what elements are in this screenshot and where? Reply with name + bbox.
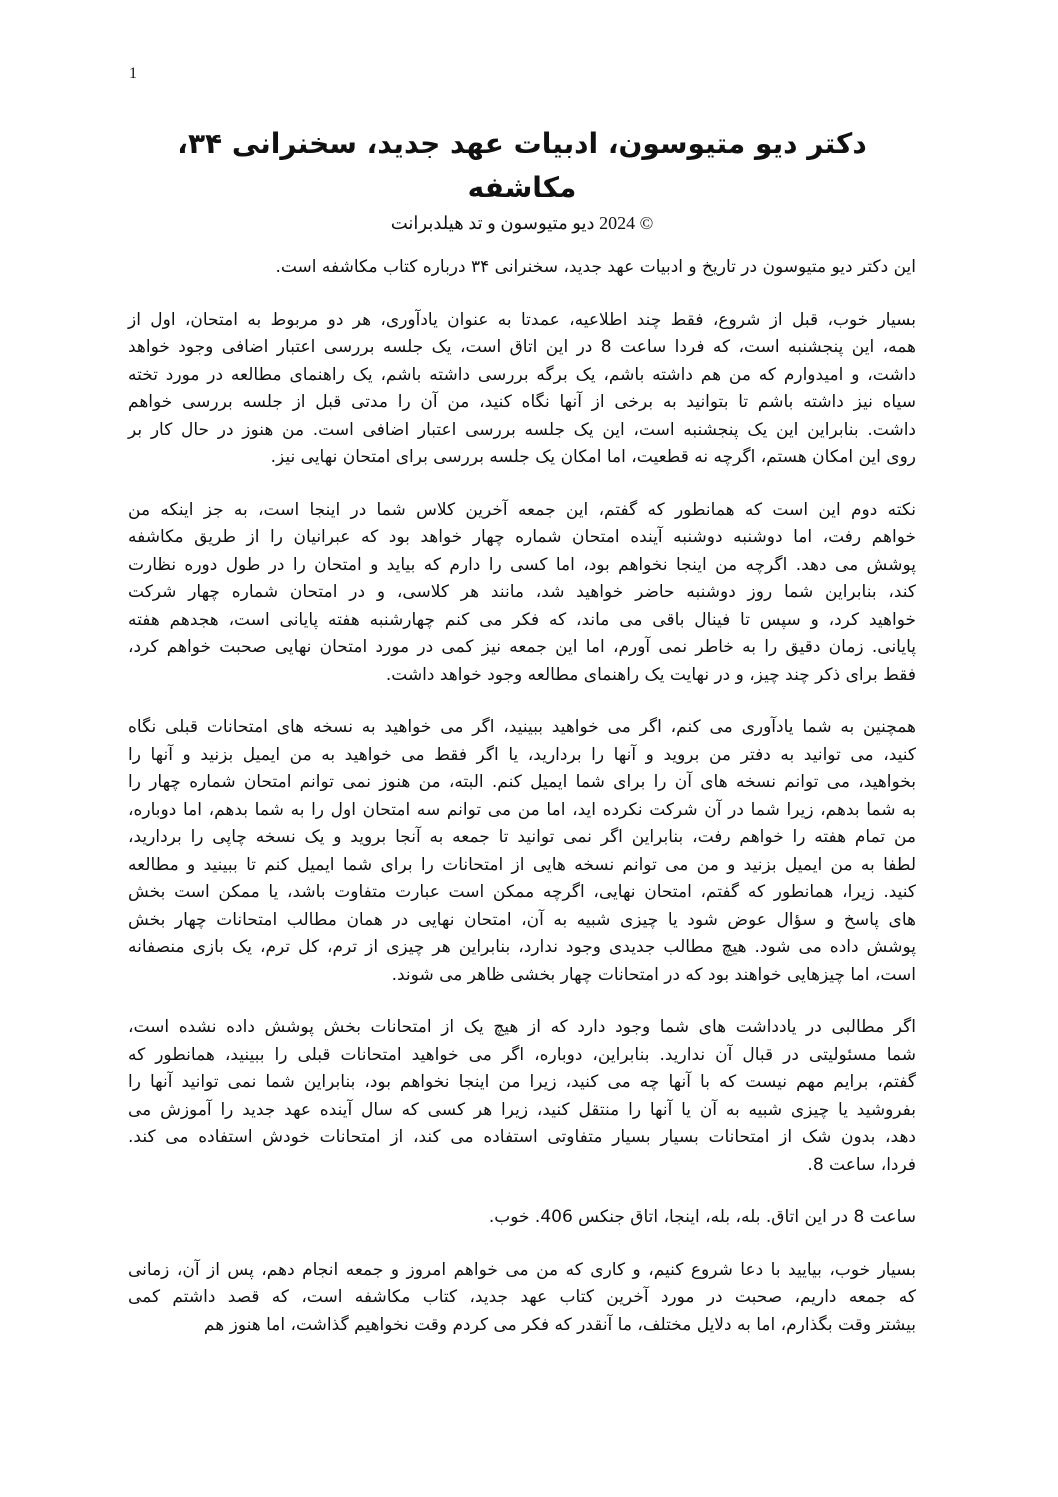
text-line: که جمعه داریم، صحبت در مورد آخرین کتاب عهد جدید، کتاب مکاشفه است، که قصد داشتم کمی bbox=[128, 1287, 916, 1307]
text-line: فقط برای ذکر چند چیز، و در نهایت یک راهنمای مطالعه وجود خواهد داشت. bbox=[385, 664, 916, 685]
paragraph bbox=[128, 1257, 916, 1340]
text-line: کند، بنابراین شما روز دوشنبه حاضر خواهید شد، مانند هر کلاسی، و در امتحان شماره چهار شرکت bbox=[128, 582, 916, 602]
text-line: دهد، بدون شک از امتحانات بسیار بسیار متفاوتی استفاده می کند، از امتحانات خودش استفاده می کند. bbox=[128, 1127, 916, 1147]
text-line: پوشش می دهد. اگرچه من اینجا نخواهم بود، اما کسی را دارم که بیاید و امتحان را در طول دوره نظارت bbox=[128, 554, 916, 575]
text-line: بخواهید، می توانم نسخه های آن را برای شما ایمیل کنم. البته، من هنوز نمی توانم امتحان شماره چهار را bbox=[128, 772, 916, 792]
paragraph bbox=[128, 254, 916, 282]
text-line: همچنین به شما یادآوری می کنم، اگر می خواهید ببینید، اگر می خواهید به نسخه های امتحانات قبلی نگاه bbox=[128, 717, 916, 737]
document-content bbox=[128, 122, 916, 1364]
text-line: کنید. زیرا، همانطور که گفتم، امتحان نهایی، اگرچه ممکن است عبارت متفاوت باشد، یا ممکن است بخش bbox=[128, 882, 916, 902]
text-line: به شما بدهم، زیرا شما در آن شرکت نکرده اید، اما من می توانم سه امتحان اول را به شما بدهم، اما دوباره، bbox=[128, 799, 916, 820]
text-line: لطفا به من ایمیل بزنید و من می توانم نسخه هایی از امتحانات را برای شما ایمیل کنم تا ببینید و مطالعه bbox=[128, 854, 916, 875]
text-line: خواهم رفت، اما دوشنبه دوشنبه آینده امتحان شماره چهار خواهد بود که عبرانیان را از طریق مکاشفه bbox=[128, 527, 916, 547]
text-line: بسیار خوب، قبل از شروع، فقط چند اطلاعیه، عمدتا به عنوان یادآوری، هر دو مربوط به امتحان، اول از bbox=[128, 309, 916, 330]
text-line: پایانی. زمان دقیق را به خاطر نمی آورم، اما این جمعه نیز کمی در مورد امتحان نهایی صحبت خواهم کرد، bbox=[128, 637, 916, 657]
text-line: داشت. بنابراین این یک پنجشنبه است، این یک جلسه بررسی اعتبار اضافی است. من هنوز در حال کار بر bbox=[128, 419, 916, 440]
text-line: همه، این پنجشنبه است، که فردا ساعت 8 در این اتاق است، یک جلسه بررسی اعتبار اضافی وجود خواهد bbox=[128, 337, 916, 357]
text-line: سیاه نیز داشته باشم تا بتوانید به برخی از آنها نگاه کنید، من آن را مدتی قبل از جلسه بررسی خواهم bbox=[128, 392, 916, 412]
text-line: ساعت 8 در این اتاق. بله، بله، اینجا، اتاق جنکس 406. خوب. bbox=[488, 1207, 916, 1227]
text-line: پوشش داده می شود. هیچ مطالب جدیدی وجود ندارد، بنابراین هر چیزی از ترم، کل ترم، یک بازی منصفانه bbox=[128, 937, 916, 957]
text-line: گفتم، برایم مهم نیست که با آنها چه می کنید، زیرا من اینجا نخواهم بود، بنابراین شما نمی توانید آنها را bbox=[128, 1072, 916, 1092]
text-line: این دکتر دیو متیوسون در تاریخ و ادبیات عهد جدید، سخنرانی ۳۴ درباره کتاب مکاشفه است. bbox=[275, 257, 916, 277]
text-line: نکته دوم این است که همانطور که گفتم، این جمعه آخرین کلاس شما در اینجا است، به جز اینکه من bbox=[128, 499, 916, 520]
text-line: اگر مطالبی در یادداشت های شما وجود دارد که از هیچ یک از امتحانات بخش پوشش داده نشده است، bbox=[128, 1017, 916, 1037]
paragraph bbox=[128, 714, 916, 989]
document-title: دکتر دیو متیوسون، ادبیات عهد جدید، سخنرانی ۳۴، مکاشفه bbox=[177, 127, 867, 204]
page-number: 1 bbox=[129, 65, 137, 82]
text-line: شما مسئولیتی در قبال آن ندارید. بنابراین، دوباره، اگر می خواهید امتحانات قبلی را ببینید، همانطور که bbox=[128, 1044, 916, 1065]
paragraph bbox=[128, 497, 916, 690]
paragraph bbox=[128, 307, 916, 472]
text-line: من تمام هفته را خواهم رفت، بنابراین اگر نمی توانید تا جمعه به آنجا بروید و یک نسخه چاپی را بردارید، bbox=[128, 827, 916, 847]
text-line: بفروشید یا چیزی شبیه به آن یا آنها را منتقل کنید، زیرا هر کسی که سال آینده عهد جدید را آموزش می bbox=[128, 1099, 916, 1120]
text-line: بسیار خوب، بیایید با دعا شروع کنیم، و کاری که من می خواهم امروز و جمعه انجام دهم، پس از آن، زمانی bbox=[128, 1259, 916, 1280]
text-line: بیشتر وقت بگذارم، اما به دلایل مختلف، ما آنقدر که فکر می کردم وقت نخواهیم گذاشت، اما هنوز هم bbox=[203, 1314, 916, 1335]
paragraph bbox=[128, 1204, 916, 1232]
text-line: است، اما چیزهایی خواهند بود که در امتحانات چهار بخشی ظاهر می شوند. bbox=[391, 964, 916, 985]
text-line: های پاسخ و سؤال عوض شود یا چیزی شبیه به آن، امتحان نهایی در همان مطالب امتحانات چهار بخش bbox=[128, 909, 916, 930]
text-line: کنید، می توانید به دفتر من بروید و آنها را بردارید، یا اگر فقط می خواهید به من ایمیل بزنید و آنها را bbox=[128, 744, 916, 765]
text-line: خواهید کرد، و سپس تا فینال باقی می ماند، که فکر می کنم چهارشنبه هفته پایانی است، هجدهم هفته bbox=[128, 609, 916, 630]
paragraph bbox=[128, 1014, 916, 1179]
copyright-line: © 2024 دیو متیوسون و تد هیلدبرانت bbox=[390, 213, 654, 233]
text-line: داشت، و امیدوارم که من هم داشته باشم، یک برگه بررسی داشته باشم، یک راهنمای مطالعه در مورد تخته bbox=[128, 364, 916, 385]
text-line: روی این امکان هستم، اگرچه نه قطعیت، اما امکان یک جلسه بررسی برای امتحان نهایی نیز. bbox=[270, 447, 916, 467]
document-body bbox=[128, 254, 916, 1339]
text-line: فردا، ساعت 8. bbox=[807, 1154, 916, 1175]
